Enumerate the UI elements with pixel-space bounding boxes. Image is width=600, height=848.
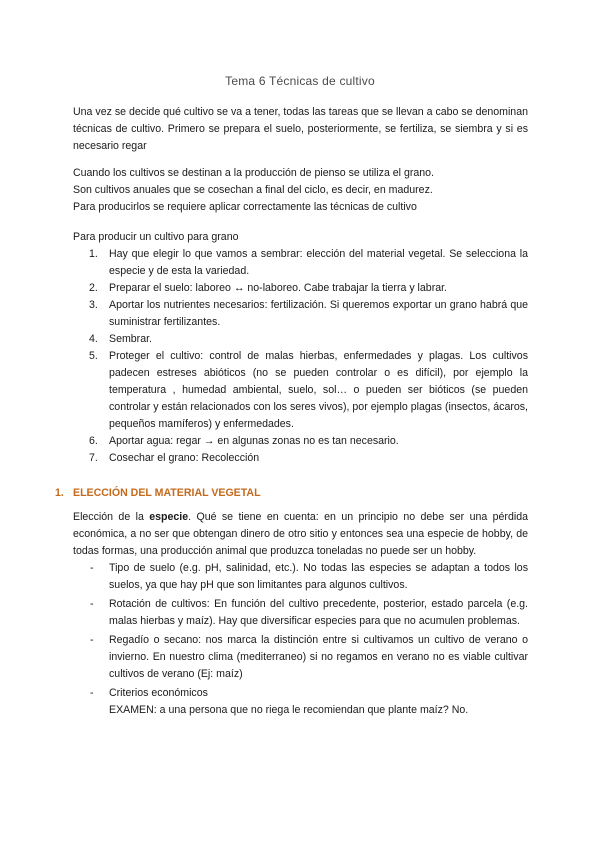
species-paragraph-rest: . Qué se tiene en cuenta: en un principio no debe ser una pérdida económica, a no ser que obtengan dinero de otro sitio y entonces sea una especie de hobby, de todas formas, una producción animal que produzca toneladas no puede ser un hobby.	[73, 511, 528, 557]
list-item	[73, 280, 528, 297]
list-item	[73, 348, 528, 433]
list-item	[73, 596, 528, 630]
list-number: 7.	[89, 452, 98, 464]
list-item-text: Criterios económicos	[109, 687, 208, 699]
list-item-text: Sembrar.	[109, 333, 152, 345]
list-item-text: Preparar el suelo: laboreo ↔ no-laboreo. Cabe trabajar la tierra y labrar.	[109, 282, 448, 294]
dash-bullet: -	[90, 598, 94, 610]
section-heading-text: ELECCIÓN DEL MATERIAL VEGETAL	[73, 487, 261, 499]
list-item	[73, 560, 528, 594]
list-number: 2.	[89, 282, 98, 294]
list-item	[73, 297, 528, 331]
section-heading	[55, 485, 535, 502]
grain-paragraph	[73, 165, 528, 216]
species-keyword: especie	[149, 511, 189, 523]
list-item	[73, 246, 528, 280]
exam-note: EXAMEN: a una persona que no riega le recomiendan que plante maíz? No.	[109, 704, 469, 716]
list-item-text: Regadío o secano: nos marca la distinción entre si cultivamos un cultivo de verano o invierno. En nuestro clima (mediterraneo) si no regamos en verano no es viable cultivar cultivos de verano (Ej: maíz)	[109, 634, 528, 680]
grain-line: Cuando los cultivos se destinan a la producción de pienso se utiliza el grano.	[73, 167, 434, 179]
list-item	[73, 331, 528, 348]
dash-bullet: -	[90, 562, 94, 574]
section-number: 1.	[55, 487, 64, 499]
list-item-text: Proteger el cultivo: control de malas hierbas, enfermedades y plagas. Los cultivos padecen estreses abióticos (no se pueden controlar o es difícil), por ejemplo la temperatura , humedad ambiental, suelo, sol… o pueden ser bióticos (se pueden controlar y están relacionados con los seres vivos), por ejemplo plagas (insectos, ácaros, pequeños mamíferos) y enfermedades.	[109, 350, 528, 430]
list-item	[73, 450, 528, 467]
species-paragraph	[73, 509, 528, 560]
list-number: 1.	[89, 248, 98, 260]
list-item	[73, 433, 528, 450]
list-item-text: Tipo de suelo (e.g. pH, salinidad, etc.). No todas las especies se adaptan a todos los suelos, ya que hay pH que son limitantes para algunos cultivos.	[109, 562, 528, 591]
list-item	[73, 685, 528, 719]
list-number: 5.	[89, 350, 98, 362]
criteria-list	[73, 560, 528, 721]
list-item-text: Aportar los nutrientes necesarios: fertilización. Si queremos exportar un grano habrá que suministrar fertilizantes.	[109, 299, 528, 328]
steps-list	[73, 246, 528, 467]
dash-bullet: -	[90, 687, 94, 699]
list-number: 3.	[89, 299, 98, 311]
list-item-text: Rotación de cultivos: En función del cultivo precedente, posterior, estado parcela (e.g. malas hierbas y maíz). Hay que diversificar especies para que no acumulen problemas.	[109, 598, 528, 627]
list-item-text: Aportar agua: regar → en algunas zonas no es tan necesario.	[109, 435, 399, 447]
list-number: 6.	[89, 435, 98, 447]
intro-paragraph: Una vez se decide qué cultivo se va a tener, todas las tareas que se llevan a cabo se denominan técnicas de cultivo. Primero se prepara el suelo, posteriormente, se fertiliza, se siembra y si es necesario regar	[73, 106, 528, 152]
list-item-text: Cosechar el grano: Recolección	[109, 452, 260, 464]
steps-intro: Para producir un cultivo para grano	[73, 231, 239, 243]
grain-line: Para producirlos se requiere aplicar correctamente las técnicas de cultivo	[73, 201, 417, 213]
list-number: 4.	[89, 333, 98, 345]
list-item-text: Hay que elegir lo que vamos a sembrar: elección del material vegetal. Se selecciona la especie y de esta la variedad.	[109, 248, 528, 277]
dash-bullet: -	[90, 634, 94, 646]
list-item	[73, 632, 528, 683]
grain-line: Son cultivos anuales que se cosechan a final del ciclo, es decir, en madurez.	[73, 184, 433, 196]
species-paragraph-prefix: Elección de la	[73, 511, 150, 523]
page-title: Tema 6 Técnicas de cultivo	[225, 74, 375, 88]
